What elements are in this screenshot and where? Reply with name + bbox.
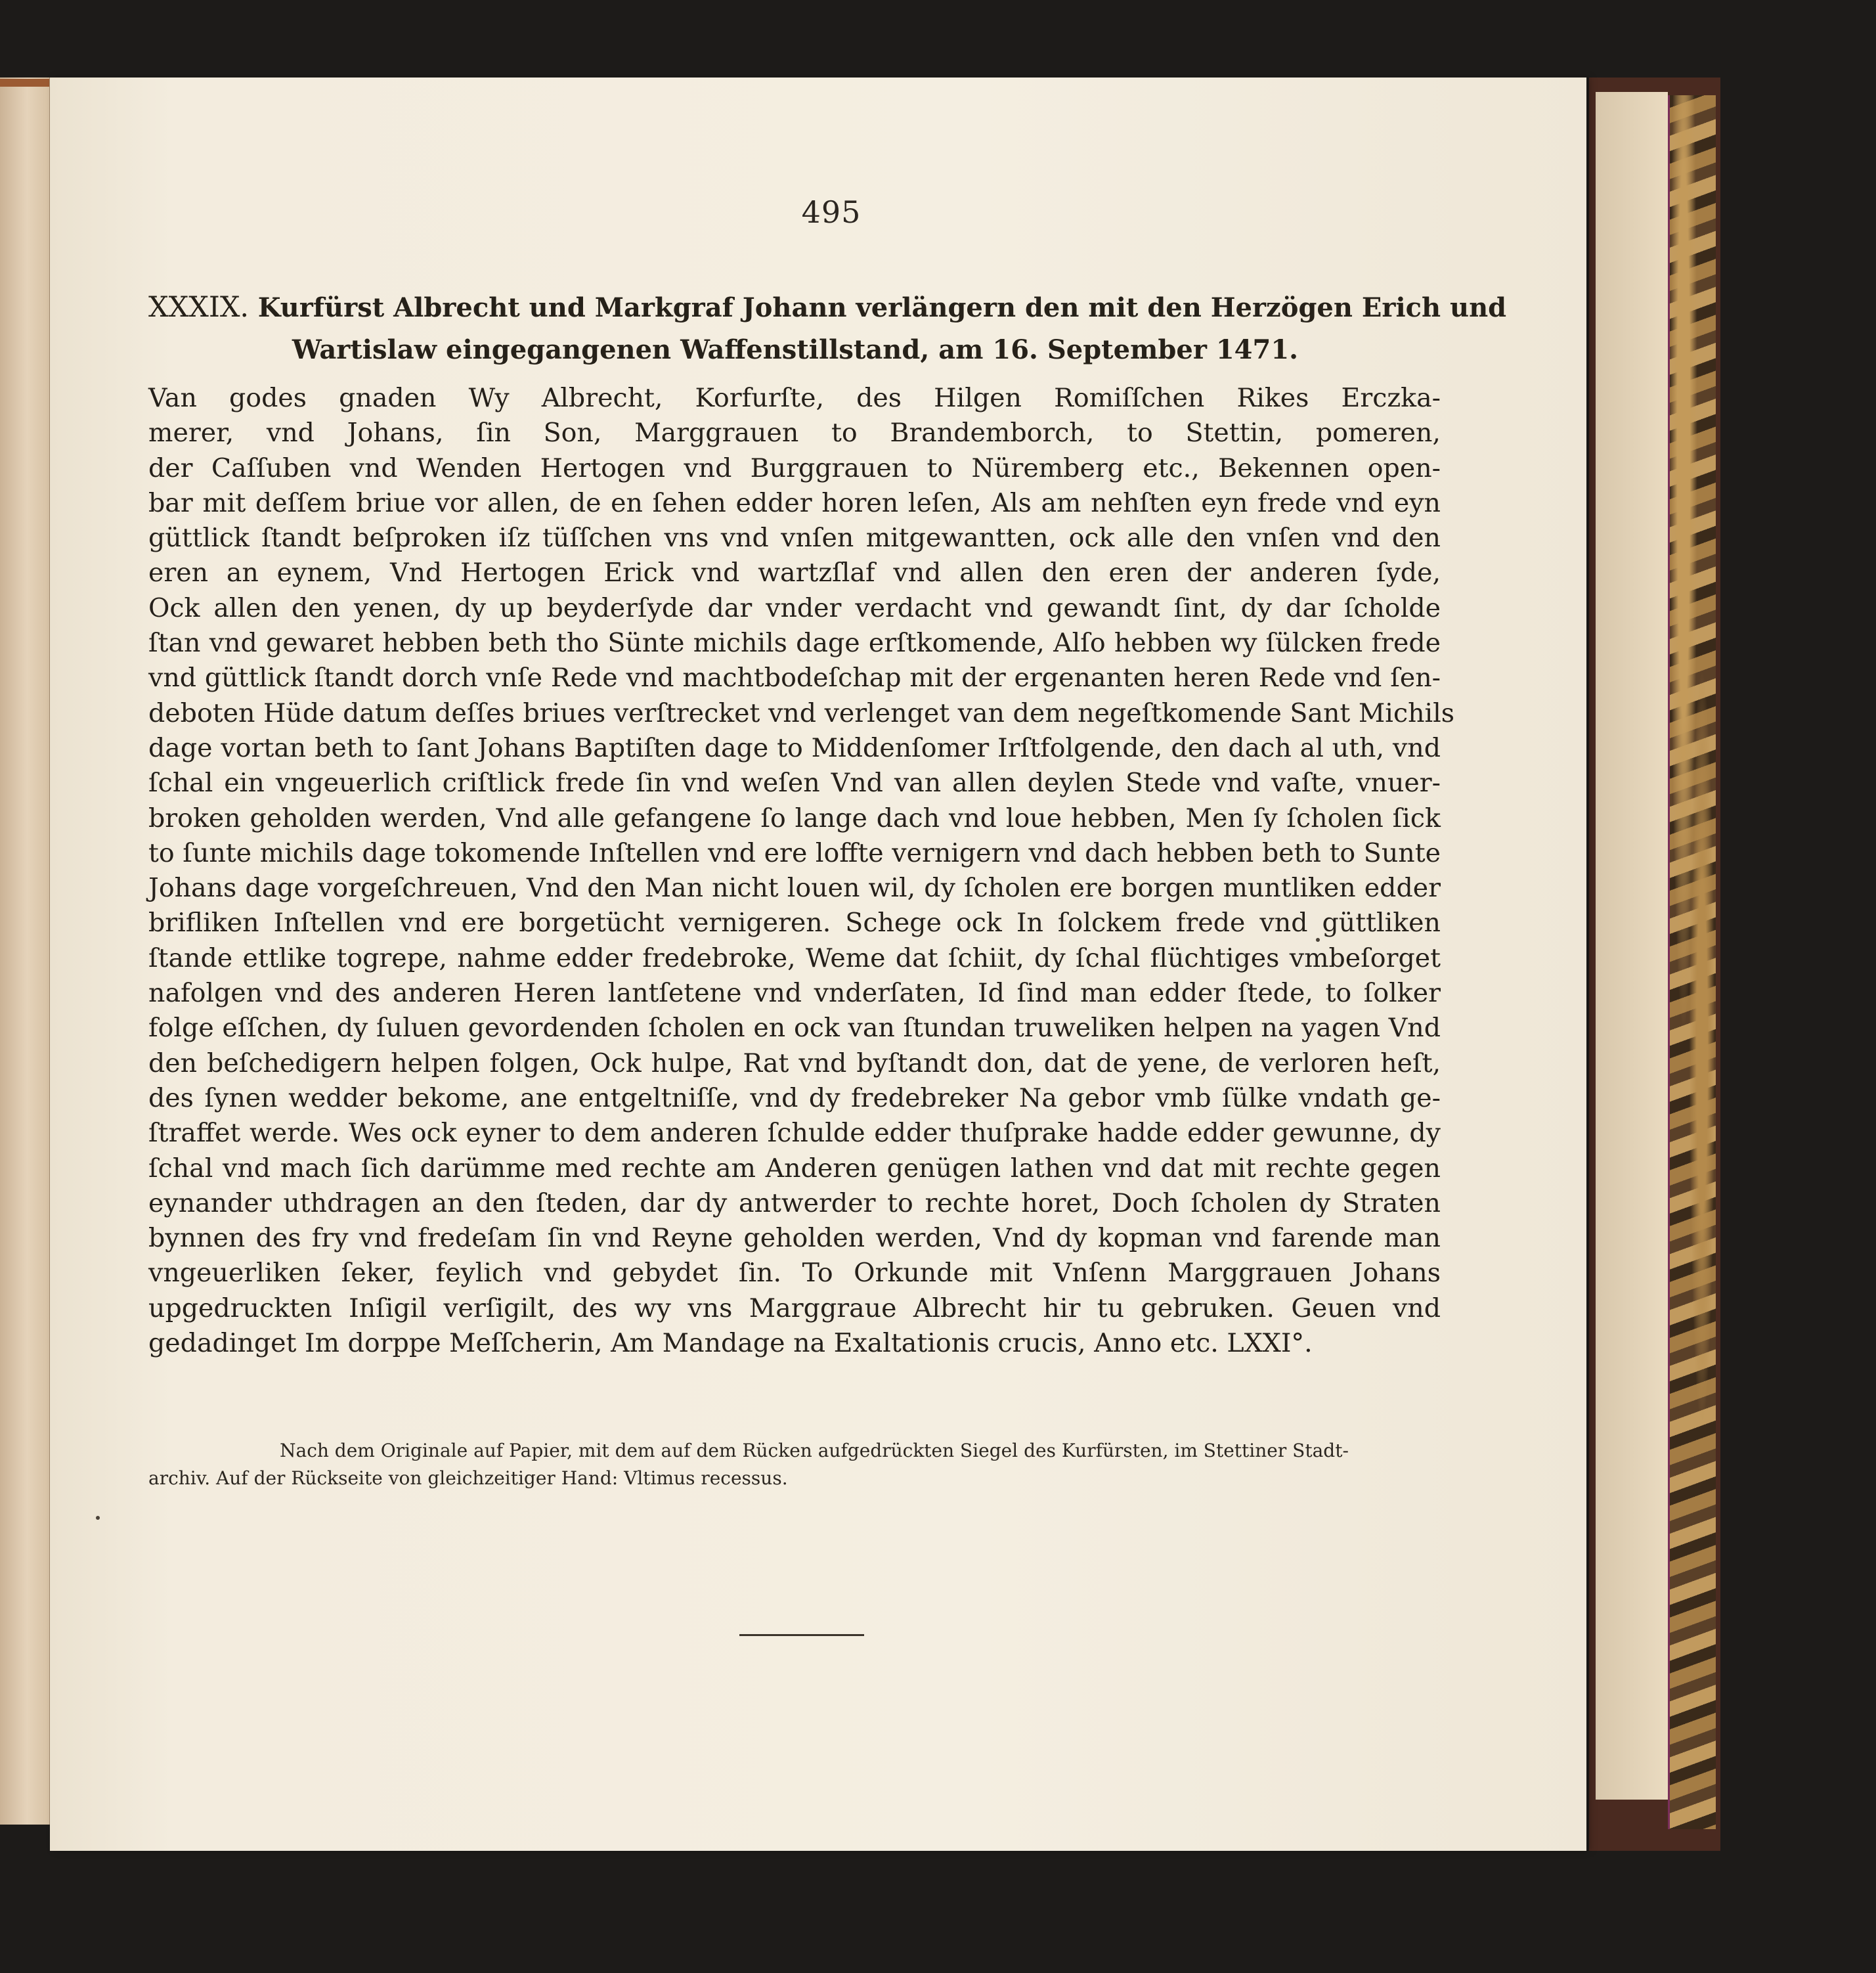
body-line: vnd güttlick ſtandt dorch vnſe Rede vnd machtbodeſchap mit der ergenanten heren Rede vnd ſen- — [148, 663, 1441, 694]
heading-line-1 — [148, 286, 1507, 329]
body-line: ſtan vnd gewaret hebben beth tho Sünte michils dage erſtkomende, Alſo hebben wy ſülcken frede — [148, 628, 1441, 659]
page-number: 495 — [801, 194, 862, 230]
body-line: bynnen des fry vnd fredeſam ſin vnd Reyne geholden werden, Vnd dy kopman vnd farende man — [148, 1223, 1441, 1254]
body-line: ſtraffet werde. Wes ock eyner to dem anderen ſchulde edder thuſprake hadde edder gewunne, dy — [148, 1118, 1441, 1149]
body-line: ſchal vnd mach ſich darümme med rechte am Anderen genügen lathen vnd dat mit rechte gegen — [148, 1153, 1441, 1184]
left-page-binding-strip — [0, 79, 49, 87]
marbled-cover-board — [1668, 95, 1716, 1829]
paper-speck — [96, 1516, 100, 1520]
source-footnote — [148, 1437, 1441, 1492]
footnote-line-2: archiv. Auf der Rückseite von gleichzeitiger Hand: Vltimus recessus. — [148, 1467, 788, 1489]
paper-speck — [1316, 938, 1320, 942]
body-line: folge eſſchen, dy ſuluen gevordenden ſcholen en ock van ſtundan truweliken helpen na yagen Vnd — [148, 1013, 1441, 1044]
document-body — [148, 381, 1455, 1361]
heading-line-2: Wartislaw eingegangenen Waffenstillstand, am 16. September 1471. — [292, 334, 1299, 365]
body-line: der Caſſuben vnd Wenden Hertogen vnd Burggrauen to Nüremberg etc., Bekennen open- — [148, 453, 1441, 483]
body-line: Van godes gnaden Wy Albrecht, Korfurſte, des Hilgen Romiſſchen Rikes Erczka- — [148, 383, 1441, 413]
footnote-line-1: Nach dem Originale auf Papier, mit dem auf dem Rücken aufgedrückten Siegel des Kurfürsten, im Stettiner Stadt- — [280, 1440, 1349, 1461]
body-line: vngeuerliken ſeker, feylich vnd gebydet ſin. To Orkunde mit Vnſenn Marggrauen Johans — [148, 1258, 1441, 1289]
section-end-rule — [739, 1634, 864, 1636]
body-line: des ſynen wedder bekome, ane entgeltniſſe, vnd dy fredebreker Na gebor vmb ſülke vndath ge- — [148, 1082, 1441, 1113]
body-line: eren an eynem, Vnd Hertogen Erick vnd wartzſlaf vnd allen den eren der anderen ſyde, — [148, 558, 1441, 588]
body-line: bar mit deſſem briue vor allen, de en ſehen edder horen leſen, Als am nehſten eyn frede vnd eyn — [148, 487, 1441, 518]
body-line: Johans dage vorgeſchreuen, Vnd den Man nicht louen wil, dy ſcholen ere borgen muntliken edder — [148, 873, 1441, 904]
page-stack-edge — [1596, 92, 1668, 1800]
body-line: nafolgen vnd des anderen Heren lantſetene vnd vnderſaten, Id ſind man edder ſtede, to ſolker — [148, 978, 1441, 1009]
left-facing-page-edge — [0, 78, 51, 1825]
body-line: deboten Hüde datum deſſes briues verſtrecket vnd verlenget van dem negeſtkomende Sant Michils — [148, 698, 1455, 728]
document-numeral: XXXIX. — [148, 291, 250, 324]
body-line: to ſunte michils dage tokomende Inſtellen vnd ere loffte vernigern vnd dach hebben beth to Sunte — [148, 837, 1441, 868]
body-line: ſchal ein vngeuerlich criſtlick frede ſin vnd weſen Vnd van allen deylen Stede vnd vaſte, vnuer- — [148, 768, 1441, 799]
body-line: brifliken Inſtellen vnd ere borgetücht vernigeren. Schege ock In ſolckem frede vnd güttliken — [148, 908, 1441, 939]
body-line: merer, vnd Johans, ſin Son, Marggrauen to Brandemborch, to Stettin, pomeren, — [148, 418, 1441, 449]
body-line: den beſchedigern helpen folgen, Ock hulpe, Rat vnd byſtandt don, dat de yene, de verloren heſt, — [148, 1048, 1441, 1078]
body-line: upgedruckten Inſigil verſigilt, des wy vns Marggraue Albrecht hir tu gebruken. Geuen vnd — [148, 1293, 1441, 1323]
body-line: Ock allen den yenen, dy up beyderſyde dar vnder verdacht vnd gewandt ſint, dy dar ſcholde — [148, 592, 1441, 623]
body-line: broken geholden werden, Vnd alle gefangene ſo lange dach vnd loue hebben, Men ſy ſcholen ſick — [148, 803, 1441, 833]
body-line: güttlick ſtandt beſproken iſz tüſſchen vns vnd vnſen mitgewantten, ock alle den vnſen vnd den — [148, 523, 1441, 554]
body-line: eynander uthdragen an den ſteden, dar dy antwerder to rechte horet, Doch ſcholen dy Straten — [148, 1187, 1441, 1218]
body-line: gedadinget Im dorppe Meſſcherin, Am Mandage na Exaltationis crucis, Anno etc. LXXI°. — [148, 1328, 1313, 1359]
body-line: ſtande ettlike togrepe, nahme edder fredebroke, Weme dat ſchiit, dy ſchal flüchtiges vmbeſorget — [148, 942, 1441, 973]
document-heading — [148, 286, 1507, 371]
body-line: dage vortan beth to ſant Johans Baptiſten dage to Middenſomer Irſtfolgende, den dach al uth, vnd — [148, 732, 1441, 763]
heading-title-part-1: Kurfürst Albrecht und Markgraf Johann verlängern den mit den Herzögen Erich und — [257, 292, 1507, 323]
book-page — [50, 78, 1586, 1851]
